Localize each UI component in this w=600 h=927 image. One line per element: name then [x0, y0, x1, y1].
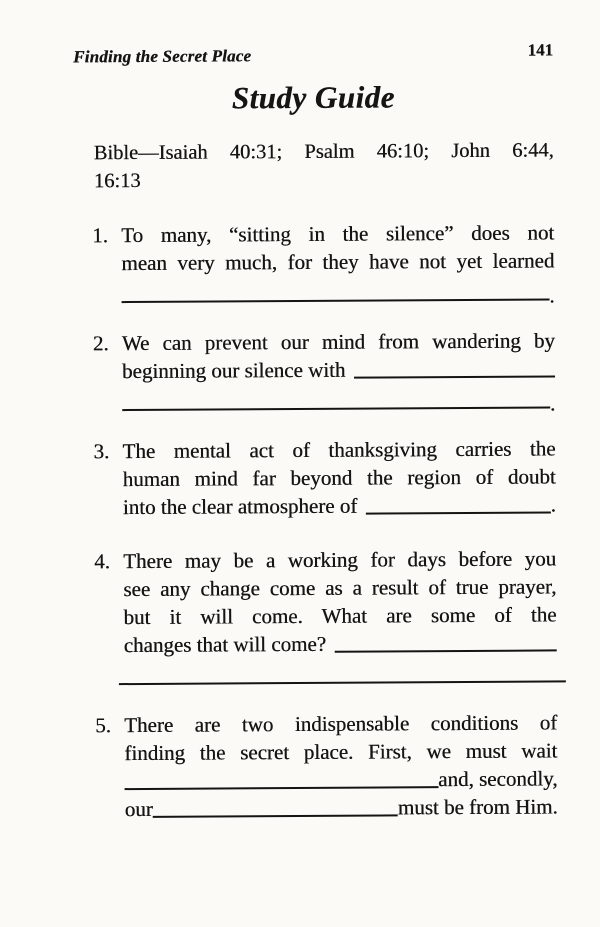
question-3-text: into the clear atmosphere of [122, 493, 358, 520]
running-header: Finding the Secret Place [73, 46, 252, 67]
answer-blank [125, 786, 439, 790]
question-5-number: 5. [95, 713, 111, 738]
answer-blank [119, 663, 566, 685]
answer-blank [153, 814, 398, 817]
question-4-line-3: but it will come. What are some of the [123, 602, 557, 630]
answer-blank [335, 649, 557, 652]
question-5-text-a: and, secondly, [438, 766, 558, 792]
question-1 [92, 218, 555, 308]
scripture-line-1: Bible—Isaiah 40:31; Psalm 46:10; John 6:44, [93, 139, 554, 165]
question-4-answer-line [119, 665, 566, 685]
question-1-line-1: To many, “sitting in the silence” does not [121, 220, 555, 248]
question-2 [92, 326, 556, 416]
page-header [73, 40, 554, 67]
page-number: 141 [527, 40, 554, 60]
question-3-line-1: The mental act of thanksgiving carries the [122, 436, 556, 464]
answer-blank [354, 375, 555, 378]
question-5-text-b: our [124, 796, 153, 822]
question-3-number: 3. [93, 439, 110, 464]
question-2-text: beginning our silence with [121, 357, 346, 384]
scripture-reference [94, 136, 554, 195]
question-4-line-2: see any change come as a result of true prayer, [123, 574, 557, 602]
question-5 [95, 708, 558, 823]
question-1-line-2: mean very much, for they have not yet learned [121, 248, 555, 276]
question-5-line-2: finding the secret place. First, we must wait [124, 738, 558, 766]
question-4-line-4 [124, 628, 557, 659]
question-3 [93, 434, 556, 521]
question-2-number: 2. [92, 331, 109, 356]
blank-period: . [549, 391, 556, 416]
question-2-line-2 [122, 354, 555, 385]
question-5-line-4 [125, 792, 558, 823]
answer-blank [121, 281, 549, 303]
question-4-number: 4. [94, 549, 110, 574]
blank-period: . [550, 492, 556, 517]
question-3-line-3 [123, 490, 556, 521]
answer-blank [366, 511, 550, 514]
answer-blank [122, 389, 550, 411]
question-5-line-3 [124, 764, 557, 795]
question-3-line-2: human mind far beyond the region of doubt [122, 464, 556, 492]
question-2-answer-line [122, 391, 556, 416]
question-4-line-1: There may be a working for days before you [123, 546, 557, 574]
question-2-line-1: We can prevent our mind from wandering by [121, 328, 555, 356]
question-5-text-c: must be from Him. [397, 794, 558, 820]
page-title: Study Guide [231, 79, 395, 116]
question-4 [94, 544, 557, 685]
scripture-line-2: 16:13 [93, 169, 141, 193]
question-1-number: 1. [92, 223, 108, 248]
question-1-answer-line [121, 283, 555, 308]
question-5-line-1: There are two indispensable conditions of [124, 710, 558, 738]
blank-period: . [549, 283, 555, 308]
question-4-text: changes that will come? [123, 631, 327, 658]
